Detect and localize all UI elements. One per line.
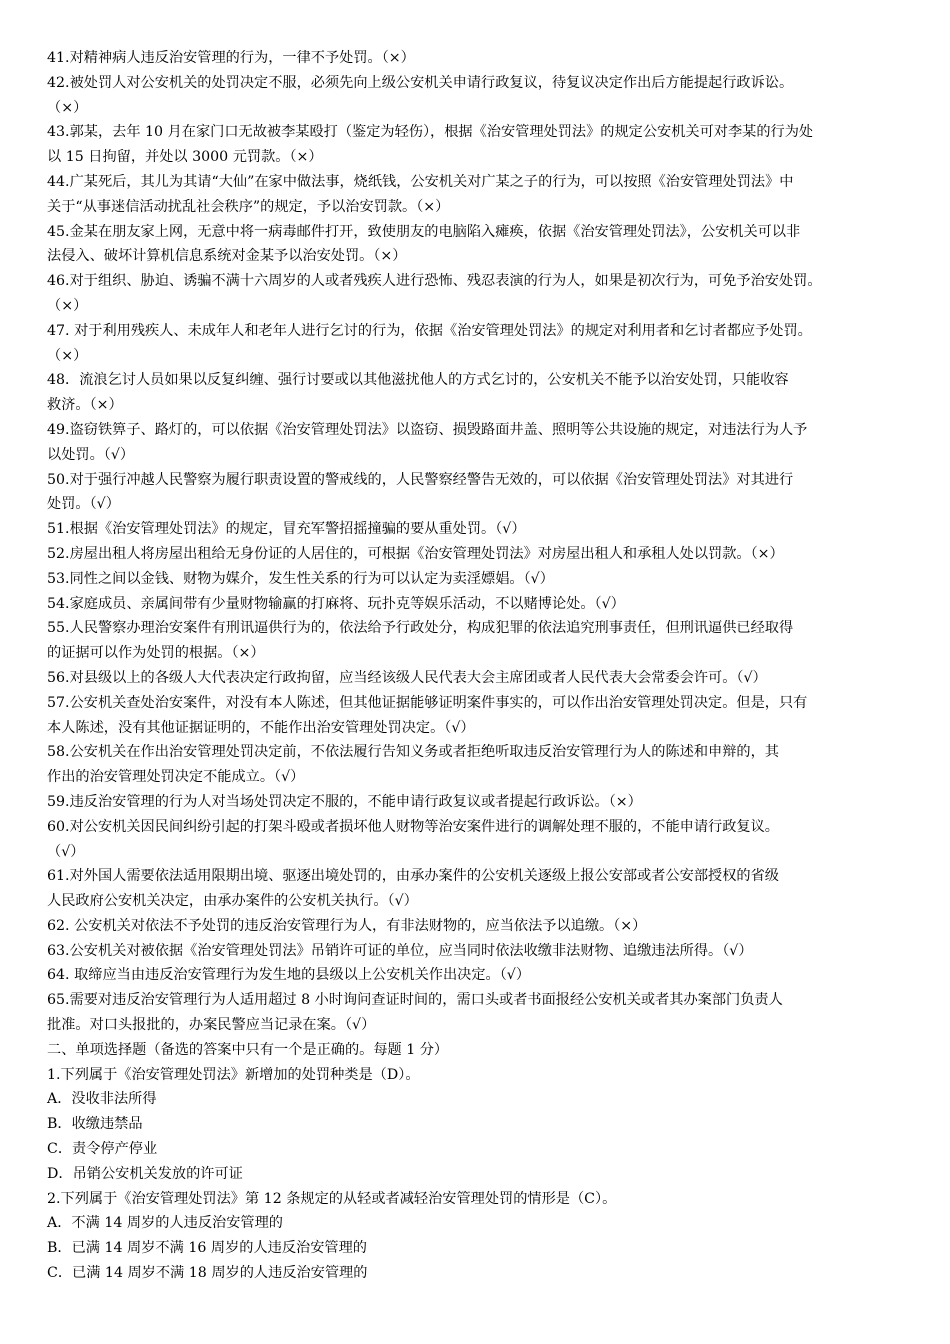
text-line: 65.需要对违反治安管理行为人适用超过 8 小时询问查证时间的，需口头或者书面报经公安机关或者其办案部门负责人 bbox=[47, 992, 783, 1009]
text-line: 64. 取缔应当由违反治安管理行为发生地的县级以上公安机关作出决定。（√） bbox=[47, 967, 531, 984]
text-line: 57.公安机关查处治安案件，对没有本人陈述，但其他证据能够证明案件事实的，可以作出治安管理处罚决定。但是，只有 bbox=[47, 694, 808, 711]
text-line: 以 15 日拘留，并处以 3000 元罚款。（×） bbox=[47, 149, 323, 166]
answer-option: A．不满 14 周岁的人违反治安管理的 bbox=[47, 1215, 283, 1232]
text-line: 42.被处罚人对公安机关的处罚决定不服，必须先向上级公安机关申请行政复议，待复议决定作出后方能提起行政诉讼。 bbox=[47, 74, 794, 91]
text-line: 47. 对于利用残疾人、未成年人和老年人进行乞讨的行为，依据《治安管理处罚法》的规定对利用者和乞讨者都应予处罚。 bbox=[47, 322, 812, 339]
text-line: 63.公安机关对被依据《治安管理处罚法》吊销许可证的单位，应当同时依法收缴非法财物、追缴违法所得。（√） bbox=[47, 942, 753, 959]
answer-option: B．收缴违禁品 bbox=[47, 1116, 143, 1133]
text-line: 61.对外国人需要依法适用限期出境、驱逐出境处罚的，由承办案件的公安机关逐级上报公安部或者公安部授权的省级 bbox=[47, 868, 779, 885]
question-text: 1.下列属于《治安管理处罚法》新增加的处罚种类是（D）。 bbox=[47, 1066, 420, 1083]
text-line: 59.违反治安管理的行为人对当场处罚决定不服的，不能申请行政复议或者提起行政诉讼。（×） bbox=[47, 793, 642, 810]
answer-option: C．已满 14 周岁不满 18 周岁的人违反治安管理的 bbox=[47, 1265, 368, 1282]
text-line: 51.根据《治安管理处罚法》的规定，冒充军警招摇撞骗的要从重处罚。（√） bbox=[47, 521, 526, 538]
answer-option: C．责令停产停业 bbox=[47, 1141, 158, 1158]
text-line: 以处罚。（√） bbox=[47, 446, 135, 463]
answer-option: B．已满 14 周岁不满 16 周岁的人违反治安管理的 bbox=[47, 1240, 367, 1257]
text-line: 的证据可以作为处罚的根据。（×） bbox=[47, 645, 265, 662]
question-text: 2.下列属于《治安管理处罚法》第 12 条规定的从轻或者减轻治安管理处罚的情形是（C）。 bbox=[47, 1190, 617, 1207]
text-line: 62. 公安机关对依法不予处罚的违反治安管理行为人，有非法财物的，应当依法予以追缴。（×） bbox=[47, 917, 647, 934]
text-line: 58.公安机关在作出治安管理处罚决定前，不依法履行告知义务或者拒绝听取违反治安管理行为人的陈述和申辩的，其 bbox=[47, 744, 779, 761]
answer-option: D．吊销公安机关发放的许可证 bbox=[47, 1165, 243, 1182]
text-line: 关于“从事迷信活动扰乱社会秩序”的规定，予以治安罚款。（×） bbox=[47, 198, 450, 215]
text-line: 46.对于组织、胁迫、诱骗不满十六周岁的人或者残疾人进行恐怖、残忍表演的行为人，如果是初次行为，可免予治安处罚。 bbox=[47, 273, 822, 290]
text-line: 法侵入、破坏计算机信息系统对金某予以治安处罚。（×） bbox=[47, 248, 407, 265]
text-line: （×） bbox=[47, 347, 88, 364]
section-heading: 二、单项选择题（备选的答案中只有一个是正确的。每题 1 分） bbox=[47, 1041, 449, 1058]
text-line: 本人陈述，没有其他证据证明的，不能作出治安管理处罚决定。（√） bbox=[47, 719, 475, 736]
text-line: 48．流浪乞讨人员如果以反复纠缠、强行讨要或以其他滋扰他人的方式乞讨的，公安机关不能予以治安处罚，只能收容 bbox=[47, 372, 789, 389]
text-line: 53.同性之间以金钱、财物为媒介，发生性关系的行为可以认定为卖淫嫖娼。（√） bbox=[47, 570, 554, 587]
text-line: 救济。（×） bbox=[47, 397, 123, 414]
text-line: 43.郭某，去年 10 月在家门口无故被李某殴打（鉴定为轻伤），根据《治安管理处罚法》的规定公安机关可对李某的行为处 bbox=[47, 124, 814, 141]
text-line: 52.房屋出租人将房屋出租给无身份证的人居住的，可根据《治安管理处罚法》对房屋出租人和承租人处以罚款。（×） bbox=[47, 545, 784, 562]
text-line: （×） bbox=[47, 99, 88, 116]
text-line: （√） bbox=[47, 843, 85, 860]
answer-option: A．没收非法所得 bbox=[47, 1091, 157, 1108]
text-line: 人民政府公安机关决定，由承办案件的公安机关执行。（√） bbox=[47, 893, 418, 910]
text-line: 54.家庭成员、亲属间带有少量财物输赢的打麻将、玩扑克等娱乐活动，不以赌博论处。（√） bbox=[47, 595, 625, 612]
text-line: 44.广某死后，其儿为其请“大仙”在家中做法事，烧纸钱，公安机关对广某之子的行为，可以按照《治安管理处罚法》中 bbox=[47, 173, 794, 190]
text-line: 50.对于强行冲越人民警察为履行职责设置的警戒线的，人民警察经警告无效的，可以依据《治安管理处罚法》对其进行 bbox=[47, 471, 794, 488]
text-line: 41.对精神病人违反治安管理的行为，一律不予处罚。（×） bbox=[47, 50, 415, 66]
text-line: 批准。对口头报批的，办案民警应当记录在案。（√） bbox=[47, 1017, 376, 1034]
text-line: 作出的治安管理处罚决定不能成立。（√） bbox=[47, 769, 305, 786]
text-line: 60.对公安机关因民间纠纷引起的打架斗殴或者损坏他人财物等治安案件进行的调解处理不服的，不能申请行政复议。 bbox=[47, 818, 779, 835]
text-line: （×） bbox=[47, 297, 88, 314]
text-line: 56.对县级以上的各级人大代表决定行政拘留，应当经该级人民代表大会主席团或者人民代表大会常委会许可。（√） bbox=[47, 669, 767, 686]
text-line: 49.盗窃铁箅子、路灯的，可以依据《治安管理处罚法》以盗窃、损毁路面井盖、照明等公共设施的规定，对违法行为人予 bbox=[47, 421, 808, 438]
text-line: 55.人民警察办理治安案件有刑讯逼供行为的，依法给予行政处分，构成犯罪的依法追究刑事责任，但刑讯逼供已经取得 bbox=[47, 620, 794, 637]
text-line: 45.金某在朋友家上网，无意中将一病毒邮件打开，致使朋友的电脑陷入瘫痪，依据《治安管理处罚法》，公安机关可以非 bbox=[47, 223, 801, 240]
text-line: 处罚。（√） bbox=[47, 496, 120, 513]
